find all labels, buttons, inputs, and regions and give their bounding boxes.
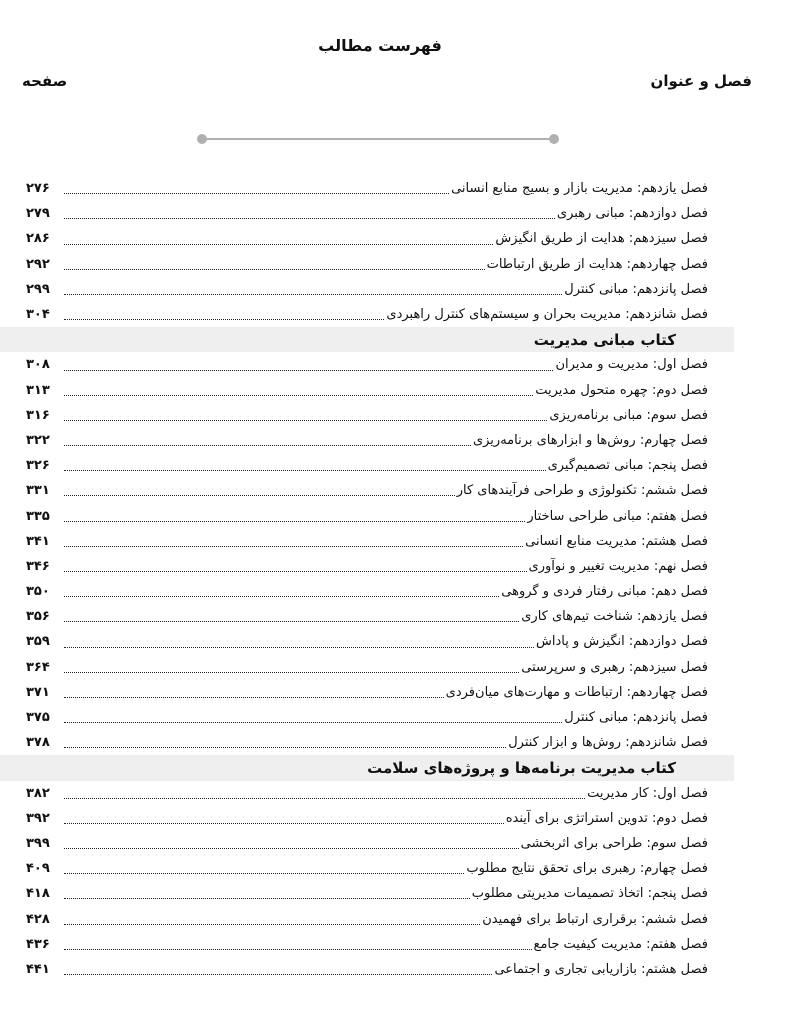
dot-leader bbox=[64, 647, 534, 648]
dot-leader bbox=[64, 571, 527, 572]
page-title: فهرست مطالب bbox=[318, 36, 442, 55]
dot-leader bbox=[64, 521, 525, 522]
dot-leader bbox=[64, 974, 492, 975]
toc-entry-title: فصل سوم: طراحی برای اثربخشی bbox=[520, 835, 708, 851]
section-heading: کتاب مبانی مدیریت bbox=[0, 327, 734, 352]
toc-entry-title: فصل هفتم: مبانی طراحی ساختار bbox=[527, 508, 708, 524]
dot-leader bbox=[64, 848, 519, 849]
dot-leader bbox=[64, 697, 444, 698]
toc-page-number: ۳۰۸ bbox=[26, 357, 50, 373]
toc-entry[interactable] bbox=[0, 201, 788, 226]
toc-entry[interactable] bbox=[0, 604, 788, 629]
toc-page-number: ۲۹۲ bbox=[26, 256, 50, 272]
toc-entry-title: فصل شانزدهم: مدیریت بحران و سیستم‌های کنترل راهبردی bbox=[386, 307, 708, 323]
toc-page-number: ۳۴۱ bbox=[26, 533, 50, 549]
chapter-column-header: فصل و عنوان bbox=[650, 72, 752, 90]
toc-entry-title: فصل چهارم: روش‌ها و ابزارهای برنامه‌ریزی bbox=[472, 432, 708, 448]
dot-leader bbox=[64, 244, 493, 245]
divider-dot-right bbox=[549, 134, 559, 144]
page-column-header: صفحه bbox=[22, 72, 68, 90]
toc-page-number: ۳۷۱ bbox=[26, 684, 50, 700]
dot-leader bbox=[64, 546, 523, 547]
toc-page-number: ۳۱۶ bbox=[26, 407, 50, 423]
toc-page-number: ۳۵۶ bbox=[26, 609, 50, 625]
dot-leader bbox=[64, 823, 504, 824]
toc-page-number: ۳۳۱ bbox=[26, 483, 50, 499]
toc-page-number: ۳۲۶ bbox=[26, 458, 50, 474]
toc-entry-title: فصل هشتم: بازاریابی تجاری و اجتماعی bbox=[494, 961, 708, 977]
toc-page-number: ۲۹۹ bbox=[26, 281, 50, 297]
dot-leader bbox=[64, 294, 562, 295]
toc-entry[interactable] bbox=[0, 781, 788, 806]
toc-entry-title: فصل اول: مدیریت و مدیران bbox=[555, 357, 708, 373]
toc-entry[interactable] bbox=[0, 932, 788, 957]
toc-page-number: ۳۹۲ bbox=[26, 810, 50, 826]
section-heading: کتاب مدیریت برنامه‌ها و پروژه‌های سلامت bbox=[0, 755, 734, 780]
toc-entry-title: فصل نهم: مدیریت تغییر و نوآوری bbox=[528, 558, 708, 574]
toc-entry-title: فصل یازدهم: مدیریت بازار و بسیج منابع انسانی bbox=[451, 181, 708, 197]
toc-page-number: ۳۱۳ bbox=[26, 382, 50, 398]
toc-page-number: ۳۵۰ bbox=[26, 584, 50, 600]
dot-leader bbox=[64, 269, 485, 270]
toc-entry[interactable] bbox=[0, 378, 788, 403]
toc-page-number: ۴۰۹ bbox=[26, 861, 50, 877]
dot-leader bbox=[64, 949, 532, 950]
toc-entry-title: فصل ششم: برقراری ارتباط برای فهمیدن bbox=[482, 911, 708, 927]
toc-page-number: ۳۴۶ bbox=[26, 558, 50, 574]
toc-entry-title: فصل دهم: مبانی رفتار فردی و گروهی bbox=[501, 584, 708, 600]
toc-entry-title: فصل هشتم: مدیریت منابع انسانی bbox=[525, 533, 708, 549]
toc-page-number: ۳۸۲ bbox=[26, 785, 50, 801]
dot-leader bbox=[64, 924, 480, 925]
dot-leader bbox=[64, 621, 519, 622]
toc-entry-title: فصل چهاردهم: هدایت از طریق ارتباطات bbox=[486, 256, 708, 272]
toc-entry-title: فصل ششم: تکنولوژی و طراحی فرآیندهای کار bbox=[456, 483, 708, 499]
toc-entry[interactable] bbox=[0, 403, 788, 428]
toc-entry-title: فصل پانزدهم: مبانی کنترل bbox=[564, 281, 708, 297]
dot-leader bbox=[64, 420, 547, 421]
toc-entry-title: فصل هفتم: مدیریت کیفیت جامع bbox=[533, 936, 708, 952]
toc-entry-title: فصل پنجم: اتخاذ تصمیمات مدیریتی مطلوب bbox=[471, 886, 708, 902]
toc-page-number: ۳۹۹ bbox=[26, 835, 50, 851]
toc-entry-title: فصل سیزدهم: هدایت از طریق انگیزش bbox=[495, 231, 708, 247]
decorative-divider bbox=[197, 134, 559, 144]
toc-entry-title: فصل اول: کار مدیریت bbox=[587, 785, 708, 801]
divider-dot-left bbox=[197, 134, 207, 144]
toc-entry[interactable] bbox=[0, 453, 788, 478]
toc-entry[interactable] bbox=[0, 856, 788, 881]
toc-entry-title: فصل یازدهم: شناخت تیم‌های کاری bbox=[521, 609, 708, 625]
toc-page-number: ۲۷۶ bbox=[26, 181, 50, 197]
dot-leader bbox=[64, 495, 455, 496]
toc-page-number: ۳۷۸ bbox=[26, 735, 50, 751]
dot-leader bbox=[64, 873, 464, 874]
dot-leader bbox=[64, 672, 519, 673]
toc-entry[interactable] bbox=[0, 806, 788, 831]
dot-leader bbox=[64, 747, 506, 748]
dot-leader bbox=[64, 218, 555, 219]
toc-entry[interactable] bbox=[0, 705, 788, 730]
dot-leader bbox=[64, 898, 470, 899]
toc-page-number: ۲۷۹ bbox=[26, 206, 50, 222]
dot-leader bbox=[64, 470, 546, 471]
toc-entry[interactable] bbox=[0, 478, 788, 503]
toc-entry[interactable] bbox=[0, 579, 788, 604]
toc-entry-title: فصل پنجم: مبانی تصمیم‌گیری bbox=[547, 458, 708, 474]
toc-entry-title: فصل دوازدهم: مبانی رهبری bbox=[556, 206, 708, 222]
toc-entry[interactable] bbox=[0, 277, 788, 302]
dot-leader bbox=[64, 445, 471, 446]
divider-line bbox=[202, 138, 554, 140]
toc-entry[interactable] bbox=[0, 176, 788, 201]
toc-entry-title: فصل چهاردهم: ارتباطات و مهارت‌های میان‌فردی bbox=[445, 684, 708, 700]
toc-entry-title: فصل چهارم: رهبری برای تحقق نتایج مطلوب bbox=[466, 861, 708, 877]
dot-leader bbox=[64, 193, 449, 194]
toc-page-number: ۳۲۲ bbox=[26, 432, 50, 448]
toc-entry[interactable] bbox=[0, 629, 788, 654]
toc-page-number: ۳۰۴ bbox=[26, 307, 50, 323]
toc-page-number: ۴۲۸ bbox=[26, 911, 50, 927]
toc-entry-title: فصل دوم: چهره متحول مدیریت bbox=[535, 382, 708, 398]
toc-entry[interactable] bbox=[0, 957, 788, 982]
toc-entry[interactable] bbox=[0, 503, 788, 528]
toc-entry[interactable] bbox=[0, 554, 788, 579]
toc-entry-title: فصل شانزدهم: روش‌ها و ابزار کنترل bbox=[508, 735, 708, 751]
dot-leader bbox=[64, 370, 553, 371]
dot-leader bbox=[64, 319, 384, 320]
toc-entry[interactable] bbox=[0, 252, 788, 277]
toc-entry[interactable] bbox=[0, 302, 788, 327]
toc-entry-title: فصل دوازدهم: انگیزش و پاداش bbox=[536, 634, 708, 650]
toc-entry[interactable] bbox=[0, 529, 788, 554]
toc-page-number: ۳۵۹ bbox=[26, 634, 50, 650]
toc-entry[interactable] bbox=[0, 655, 788, 680]
toc-page-number: ۳۶۴ bbox=[26, 659, 50, 675]
toc-page-number: ۴۳۶ bbox=[26, 936, 50, 952]
toc-entry[interactable] bbox=[0, 831, 788, 856]
toc-entry[interactable] bbox=[0, 226, 788, 251]
toc-entry-title: فصل سیزدهم: رهبری و سرپرستی bbox=[521, 659, 708, 675]
toc-entry[interactable] bbox=[0, 680, 788, 705]
toc-entry-title: فصل پانزدهم: مبانی کنترل bbox=[564, 710, 708, 726]
dot-leader bbox=[64, 596, 499, 597]
toc-entry[interactable] bbox=[0, 352, 788, 377]
toc-entry-title: فصل سوم: مبانی برنامه‌ریزی bbox=[549, 407, 708, 423]
dot-leader bbox=[64, 798, 585, 799]
toc-entry[interactable] bbox=[0, 881, 788, 906]
toc-page-number: ۳۳۵ bbox=[26, 508, 50, 524]
table-of-contents bbox=[0, 176, 788, 982]
toc-page-number: ۲۸۶ bbox=[26, 231, 50, 247]
dot-leader bbox=[64, 395, 533, 396]
toc-page-number: ۴۴۱ bbox=[26, 961, 50, 977]
toc-page-number: ۳۷۵ bbox=[26, 710, 50, 726]
dot-leader bbox=[64, 722, 562, 723]
toc-entry-title: فصل دوم: تدوین استراتژی برای آینده bbox=[505, 810, 708, 826]
toc-page-number: ۴۱۸ bbox=[26, 886, 50, 902]
toc-entry[interactable] bbox=[0, 906, 788, 931]
toc-entry[interactable] bbox=[0, 730, 788, 755]
toc-entry[interactable] bbox=[0, 428, 788, 453]
